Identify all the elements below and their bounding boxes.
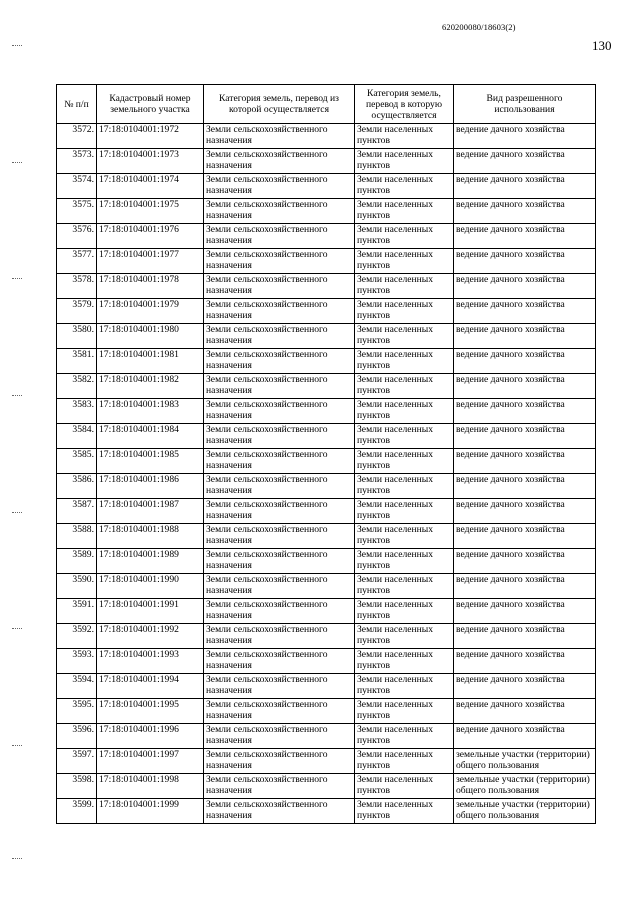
category-to: Земли населенных пунктов	[355, 524, 454, 549]
permitted-use: ведение дачного хозяйства	[454, 124, 596, 149]
category-from: Земли сельскохозяйственного назначения	[204, 674, 355, 699]
cadastral-number: 17:18:0104001:1972	[97, 124, 204, 149]
permitted-use: ведение дачного хозяйства	[454, 374, 596, 399]
cadastral-number: 17:18:0104001:1986	[97, 474, 204, 499]
table-row	[57, 449, 596, 474]
cadastral-number: 17:18:0104001:1989	[97, 549, 204, 574]
category-from: Земли сельскохозяйственного назначения	[204, 324, 355, 349]
category-to: Земли населенных пунктов	[355, 674, 454, 699]
category-from: Земли сельскохозяйственного назначения	[204, 649, 355, 674]
category-to: Земли населенных пунктов	[355, 799, 454, 824]
category-from: Земли сельскохозяйственного назначения	[204, 774, 355, 799]
category-from: Земли сельскохозяйственного назначения	[204, 124, 355, 149]
row-number: 3577.	[57, 249, 97, 274]
category-from: Земли сельскохозяйственного назначения	[204, 299, 355, 324]
cadastral-number: 17:18:0104001:1997	[97, 749, 204, 774]
cadastral-number: 17:18:0104001:1979	[97, 299, 204, 324]
permitted-use: ведение дачного хозяйства	[454, 649, 596, 674]
row-number: 3583.	[57, 399, 97, 424]
cadastral-number: 17:18:0104001:1987	[97, 499, 204, 524]
cadastral-number: 17:18:0104001:1981	[97, 349, 204, 374]
row-number: 3592.	[57, 624, 97, 649]
table-row	[57, 149, 596, 174]
permitted-use: ведение дачного хозяйства	[454, 499, 596, 524]
category-to: Земли населенных пунктов	[355, 249, 454, 274]
table-row	[57, 199, 596, 224]
category-from: Земли сельскохозяйственного назначения	[204, 424, 355, 449]
table-row	[57, 424, 596, 449]
row-number: 3584.	[57, 424, 97, 449]
category-from: Земли сельскохозяйственного назначения	[204, 599, 355, 624]
column-header-category-from: Категория земель, перевод из которой осуществляется	[204, 85, 355, 124]
row-number: 3591.	[57, 599, 97, 624]
category-to: Земли населенных пунктов	[355, 374, 454, 399]
row-number: 3587.	[57, 499, 97, 524]
category-from: Земли сельскохозяйственного назначения	[204, 449, 355, 474]
row-number: 3572.	[57, 124, 97, 149]
category-to: Земли населенных пунктов	[355, 649, 454, 674]
cadastral-number: 17:18:0104001:1990	[97, 574, 204, 599]
permitted-use: ведение дачного хозяйства	[454, 599, 596, 624]
category-to: Земли населенных пунктов	[355, 599, 454, 624]
category-to: Земли населенных пунктов	[355, 424, 454, 449]
cadastral-number: 17:18:0104001:1978	[97, 274, 204, 299]
row-number: 3597.	[57, 749, 97, 774]
cadastral-number: 17:18:0104001:1996	[97, 724, 204, 749]
row-number: 3581.	[57, 349, 97, 374]
cadastral-number: 17:18:0104001:1980	[97, 324, 204, 349]
category-from: Земли сельскохозяйственного назначения	[204, 374, 355, 399]
category-to: Земли населенных пунктов	[355, 199, 454, 224]
table-row	[57, 649, 596, 674]
row-number: 3585.	[57, 449, 97, 474]
category-to: Земли населенных пунктов	[355, 624, 454, 649]
permitted-use: ведение дачного хозяйства	[454, 199, 596, 224]
cadastral-number: 17:18:0104001:1995	[97, 699, 204, 724]
permitted-use: ведение дачного хозяйства	[454, 524, 596, 549]
table-row	[57, 224, 596, 249]
permitted-use: ведение дачного хозяйства	[454, 674, 596, 699]
margin-mark	[12, 628, 22, 631]
margin-mark	[12, 512, 22, 515]
row-number: 3580.	[57, 324, 97, 349]
table-row	[57, 399, 596, 424]
row-number: 3593.	[57, 649, 97, 674]
permitted-use: ведение дачного хозяйства	[454, 274, 596, 299]
category-to: Земли населенных пунктов	[355, 224, 454, 249]
category-from: Земли сельскохозяйственного назначения	[204, 749, 355, 774]
category-to: Земли населенных пунктов	[355, 574, 454, 599]
table-row	[57, 724, 596, 749]
table-row	[57, 624, 596, 649]
column-header-permitted-use: Вид разрешенного использования	[454, 85, 596, 124]
cadastral-number: 17:18:0104001:1994	[97, 674, 204, 699]
table-row	[57, 699, 596, 724]
permitted-use: земельные участки (территории) общего пользования	[454, 749, 596, 774]
cadastral-number: 17:18:0104001:1991	[97, 599, 204, 624]
row-number: 3590.	[57, 574, 97, 599]
category-from: Земли сельскохозяйственного назначения	[204, 549, 355, 574]
permitted-use: ведение дачного хозяйства	[454, 424, 596, 449]
table-row	[57, 749, 596, 774]
category-from: Земли сельскохозяйственного назначения	[204, 349, 355, 374]
table-row	[57, 499, 596, 524]
table-row	[57, 799, 596, 824]
category-from: Земли сельскохозяйственного назначения	[204, 574, 355, 599]
row-number: 3573.	[57, 149, 97, 174]
row-number: 3582.	[57, 374, 97, 399]
cadastral-number: 17:18:0104001:1982	[97, 374, 204, 399]
category-to: Земли населенных пунктов	[355, 399, 454, 424]
permitted-use: ведение дачного хозяйства	[454, 699, 596, 724]
document-id: 620200080/18603(2)	[442, 22, 516, 32]
category-to: Земли населенных пунктов	[355, 549, 454, 574]
row-number: 3596.	[57, 724, 97, 749]
margin-mark	[12, 45, 22, 48]
category-to: Земли населенных пунктов	[355, 699, 454, 724]
table-row	[57, 374, 596, 399]
margin-mark	[12, 162, 22, 165]
margin-mark	[12, 395, 22, 398]
table-row	[57, 174, 596, 199]
permitted-use: ведение дачного хозяйства	[454, 474, 596, 499]
cadastral-number: 17:18:0104001:1977	[97, 249, 204, 274]
column-header-cadastral: Кадастровый номер земельного участка	[97, 85, 204, 124]
cadastral-number: 17:18:0104001:1973	[97, 149, 204, 174]
cadastral-number: 17:18:0104001:1976	[97, 224, 204, 249]
land-plots-table	[56, 84, 596, 824]
permitted-use: ведение дачного хозяйства	[454, 224, 596, 249]
category-to: Земли населенных пунктов	[355, 349, 454, 374]
row-number: 3578.	[57, 274, 97, 299]
cadastral-number: 17:18:0104001:1984	[97, 424, 204, 449]
cadastral-number: 17:18:0104001:1998	[97, 774, 204, 799]
row-number: 3579.	[57, 299, 97, 324]
category-to: Земли населенных пунктов	[355, 299, 454, 324]
category-from: Земли сельскохозяйственного назначения	[204, 799, 355, 824]
category-to: Земли населенных пунктов	[355, 324, 454, 349]
permitted-use: ведение дачного хозяйства	[454, 349, 596, 374]
margin-mark	[12, 745, 22, 748]
category-from: Земли сельскохозяйственного назначения	[204, 224, 355, 249]
permitted-use: ведение дачного хозяйства	[454, 724, 596, 749]
category-from: Земли сельскохозяйственного назначения	[204, 524, 355, 549]
row-number: 3574.	[57, 174, 97, 199]
cadastral-number: 17:18:0104001:1988	[97, 524, 204, 549]
permitted-use: ведение дачного хозяйства	[454, 449, 596, 474]
table-row	[57, 124, 596, 149]
cadastral-number: 17:18:0104001:1999	[97, 799, 204, 824]
row-number: 3599.	[57, 799, 97, 824]
table-row	[57, 299, 596, 324]
permitted-use: земельные участки (территории) общего пользования	[454, 774, 596, 799]
column-header-number: № п/п	[57, 85, 97, 124]
permitted-use: ведение дачного хозяйства	[454, 249, 596, 274]
table-row	[57, 549, 596, 574]
category-from: Земли сельскохозяйственного назначения	[204, 199, 355, 224]
margin-mark	[12, 278, 22, 281]
category-to: Земли населенных пунктов	[355, 124, 454, 149]
category-to: Земли населенных пунктов	[355, 774, 454, 799]
table-row	[57, 474, 596, 499]
table-row	[57, 774, 596, 799]
column-header-category-to: Категория земель, перевод в которую осуществляется	[355, 85, 454, 124]
permitted-use: ведение дачного хозяйства	[454, 174, 596, 199]
table-row	[57, 574, 596, 599]
permitted-use: земельные участки (территории) общего пользования	[454, 799, 596, 824]
row-number: 3598.	[57, 774, 97, 799]
permitted-use: ведение дачного хозяйства	[454, 399, 596, 424]
table-row	[57, 674, 596, 699]
permitted-use: ведение дачного хозяйства	[454, 574, 596, 599]
category-from: Земли сельскохозяйственного назначения	[204, 274, 355, 299]
category-to: Земли населенных пунктов	[355, 149, 454, 174]
page-number: 130	[592, 38, 612, 53]
row-number: 3586.	[57, 474, 97, 499]
margin-mark	[12, 858, 22, 861]
category-from: Земли сельскохозяйственного назначения	[204, 174, 355, 199]
row-number: 3589.	[57, 549, 97, 574]
row-number: 3588.	[57, 524, 97, 549]
category-from: Земли сельскохозяйственного назначения	[204, 624, 355, 649]
table-row	[57, 349, 596, 374]
row-number: 3576.	[57, 224, 97, 249]
cadastral-number: 17:18:0104001:1983	[97, 399, 204, 424]
permitted-use: ведение дачного хозяйства	[454, 624, 596, 649]
category-from: Земли сельскохозяйственного назначения	[204, 149, 355, 174]
category-to: Земли населенных пунктов	[355, 449, 454, 474]
table-row	[57, 274, 596, 299]
category-to: Земли населенных пунктов	[355, 474, 454, 499]
category-from: Земли сельскохозяйственного назначения	[204, 249, 355, 274]
category-to: Земли населенных пунктов	[355, 724, 454, 749]
category-to: Земли населенных пунктов	[355, 749, 454, 774]
row-number: 3595.	[57, 699, 97, 724]
permitted-use: ведение дачного хозяйства	[454, 149, 596, 174]
cadastral-number: 17:18:0104001:1992	[97, 624, 204, 649]
table-row	[57, 599, 596, 624]
category-to: Земли населенных пунктов	[355, 499, 454, 524]
row-number: 3575.	[57, 199, 97, 224]
table-row	[57, 524, 596, 549]
category-from: Земли сельскохозяйственного назначения	[204, 474, 355, 499]
permitted-use: ведение дачного хозяйства	[454, 299, 596, 324]
row-number: 3594.	[57, 674, 97, 699]
category-from: Земли сельскохозяйственного назначения	[204, 724, 355, 749]
cadastral-number: 17:18:0104001:1993	[97, 649, 204, 674]
category-from: Земли сельскохозяйственного назначения	[204, 399, 355, 424]
category-to: Земли населенных пунктов	[355, 174, 454, 199]
table-row	[57, 324, 596, 349]
cadastral-number: 17:18:0104001:1975	[97, 199, 204, 224]
table-row	[57, 249, 596, 274]
category-to: Земли населенных пунктов	[355, 274, 454, 299]
cadastral-number: 17:18:0104001:1974	[97, 174, 204, 199]
category-from: Земли сельскохозяйственного назначения	[204, 499, 355, 524]
category-from: Земли сельскохозяйственного назначения	[204, 699, 355, 724]
table-header-row	[57, 85, 596, 124]
permitted-use: ведение дачного хозяйства	[454, 324, 596, 349]
permitted-use: ведение дачного хозяйства	[454, 549, 596, 574]
cadastral-number: 17:18:0104001:1985	[97, 449, 204, 474]
